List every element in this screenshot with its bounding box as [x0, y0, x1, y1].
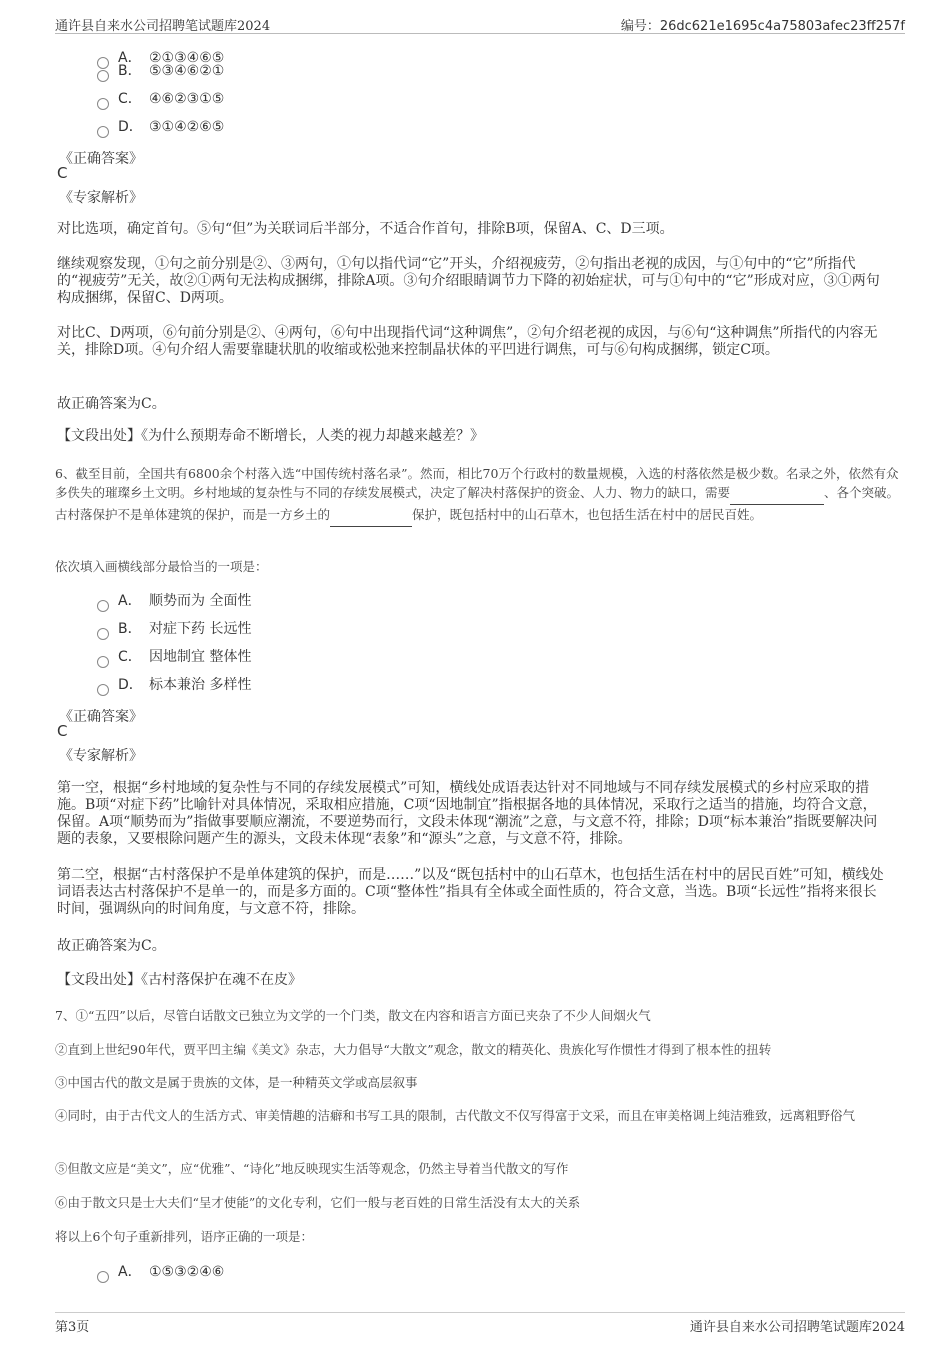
- radio-icon[interactable]: [97, 98, 109, 110]
- q7-sentence-6: ⑥由于散文只是士大夫们“呈才使能”的文化专利，它们一般与老百姓的日常生活没有太大的关系: [55, 1195, 581, 1210]
- page-header: [55, 13, 905, 34]
- q6-conclusion: 故正确答案为C。: [57, 938, 166, 954]
- q6-option-b[interactable]: B． 对症下药 长远性: [97, 621, 251, 637]
- radio-icon[interactable]: [97, 684, 109, 696]
- q5-analysis-para-2: 继续观察发现，①句之前分别是②、③两句，①句以指代词“它”开头，介绍视疲劳，②句指出老视的成因，与①句中的“它”所指代的“视疲劳”无关，故②①两句无法构成捆绑，排除A项。③句介绍眼睛调节力下降的初始症状，可与①句中的“它”形成对应，③①两句构成捆绑，保留C、D两项。: [57, 256, 880, 306]
- radio-icon[interactable]: [97, 600, 109, 612]
- q7-prompt: 将以上6个句子重新排列，语序正确的一项是：: [55, 1229, 313, 1244]
- q6-analysis-para-2: 第二空，根据“古村落保护不是单体建筑的保护，而是……”以及“既包括村中的山石草木，也包括生活在村中的居民百姓”可知，横线处词语表达古村落保护不是单一的，而是多方面的。C项“整体性”指具有全体或全面性质的，符合文意，当选。B项“长远性”指将来很长时间，强调纵向的时间角度，与文意不符，排除。: [57, 867, 884, 917]
- q6-answer-label: 《正确答案》: [59, 709, 143, 725]
- blank-1: [730, 485, 824, 505]
- page-number: 第3页: [55, 1320, 90, 1335]
- q6-stem: 6、截至目前，全国共有6800余个村落入选“中国传统村落名录”。然而，相比70万个行政村的数量规模，入选的村落依然是极少数。名录之外，依然有众多佚失的璀璨乡土文明。乡村地域的复杂性与不同的存续发展模式，决定了解决村落保护的资金、人力、物力的缺口，需要 、各个突破。古村落保护不是单体建筑的保护，而是一方乡土的 保护，既包括村中的山石草木，也包括生活在村中的居民百姓。: [55, 464, 900, 527]
- q5-analysis-label: 《专家解析》: [59, 190, 143, 206]
- q6-source: 【文段出处】《古村落保护在魂不在皮》: [57, 972, 302, 988]
- header-code: 编号：26dc621e1695c4a75803afec23ff257f: [620, 19, 905, 34]
- radio-icon[interactable]: [97, 656, 109, 668]
- q5-analysis-para-3: 对比C、D两项，⑥句前分别是②、④两句，⑥句中出现指代词“这种调焦”，②句介绍老视的成因，与⑥句“这种调焦”所指代的内容无关，排除D项。④句介绍人需要靠睫状肌的收缩或松弛来控制晶状体的平凹进行调焦，可与⑥句构成捆绑，锁定C项。: [57, 325, 878, 358]
- footer-title: 通许县自来水公司招聘笔试题库2024: [689, 1320, 905, 1335]
- q6-answer: C: [57, 722, 68, 740]
- q5-option-b[interactable]: B． ⑤③④⑥②①: [97, 63, 224, 79]
- q5-conclusion: 故正确答案为C。: [57, 396, 166, 412]
- q5-analysis-para-1: 对比选项，确定首句。⑤句“但”为关联词后半部分，不适合作首句，排除B项，保留A、C、D三项。: [57, 221, 674, 237]
- radio-icon[interactable]: [97, 126, 109, 138]
- q6-option-a[interactable]: A． 顺势而为 全面性: [97, 593, 251, 609]
- q7-sentence-5: ⑤但散文应是“美文”，应“优雅”、“诗化”地反映现实生活等观念，仍然主导着当代散文的写作: [55, 1161, 569, 1176]
- page-footer: [55, 1312, 905, 1337]
- q5-answer-label: 《正确答案》: [59, 151, 143, 167]
- blank-2: [330, 507, 412, 527]
- radio-icon[interactable]: [97, 628, 109, 640]
- q6-prompt: 依次填入画横线部分最恰当的一项是：: [55, 559, 268, 574]
- radio-icon[interactable]: [97, 1271, 109, 1283]
- q6-analysis-para-1: 第一空，根据“乡村地域的复杂性与不同的存续发展模式”可知，横线处成语表达针对不同地域与不同存续发展模式的乡村应采取的措施。B项“对症下药”比喻针对具体情况，采取相应措施，C项“因地制宜”指根据各地的具体情况，采取行之适当的措施，均符合文意，保留。A项“顺势而为”指做事要顺应潮流，不要逆势而行，文段未体现“潮流”之意，与文意不符，排除；D项“标本兼治”指既要解决问题的表象，又要根除问题产生的源头，文段未体现“表象”和“源头”之意，与文意不符，排除。: [57, 780, 878, 847]
- q6-option-d[interactable]: D． 标本兼治 多样性: [97, 677, 251, 693]
- header-title: 通许县自来水公司招聘笔试题库2024: [55, 19, 271, 34]
- radio-icon[interactable]: [97, 70, 109, 82]
- q5-answer: C: [57, 164, 68, 182]
- q7-sentence-3: ③中国古代的散文是属于贵族的文体，是一种精英文学或高层叙事: [55, 1075, 418, 1090]
- q7-sentence-4: ④同时，由于古代文人的生活方式、审美情趣的洁癖和书写工具的限制，古代散文不仅写得富于文采，而且在审美格调上纯洁雅致，远离粗野俗气: [55, 1108, 856, 1123]
- q5-option-d[interactable]: D． ③①④②⑥⑤: [97, 119, 224, 135]
- q5-source: 【文段出处】《为什么预期寿命不断增长，人类的视力却越来越差？》: [57, 428, 484, 444]
- q6-analysis-label: 《专家解析》: [59, 748, 143, 764]
- q7-sentence-2: ②直到上世纪90年代，贾平凹主编《美文》杂志，大力倡导“大散文”观念，散文的精英化、贵族化写作惯性才得到了根本性的扭转: [55, 1042, 772, 1057]
- q5-option-c[interactable]: C． ④⑥②③①⑤: [97, 91, 224, 107]
- q5-option-a[interactable]: A． ②①③④⑥⑤: [97, 50, 224, 66]
- q6-option-c[interactable]: C． 因地制宜 整体性: [97, 649, 251, 665]
- q7-sentence-1: 7、①“五四”以后，尽管白话散文已独立为文学的一个门类，散文在内容和语言方面已夹杂了不少人间烟火气: [55, 1008, 651, 1023]
- q7-option-a[interactable]: A． ①⑤③②④⑥: [97, 1264, 224, 1280]
